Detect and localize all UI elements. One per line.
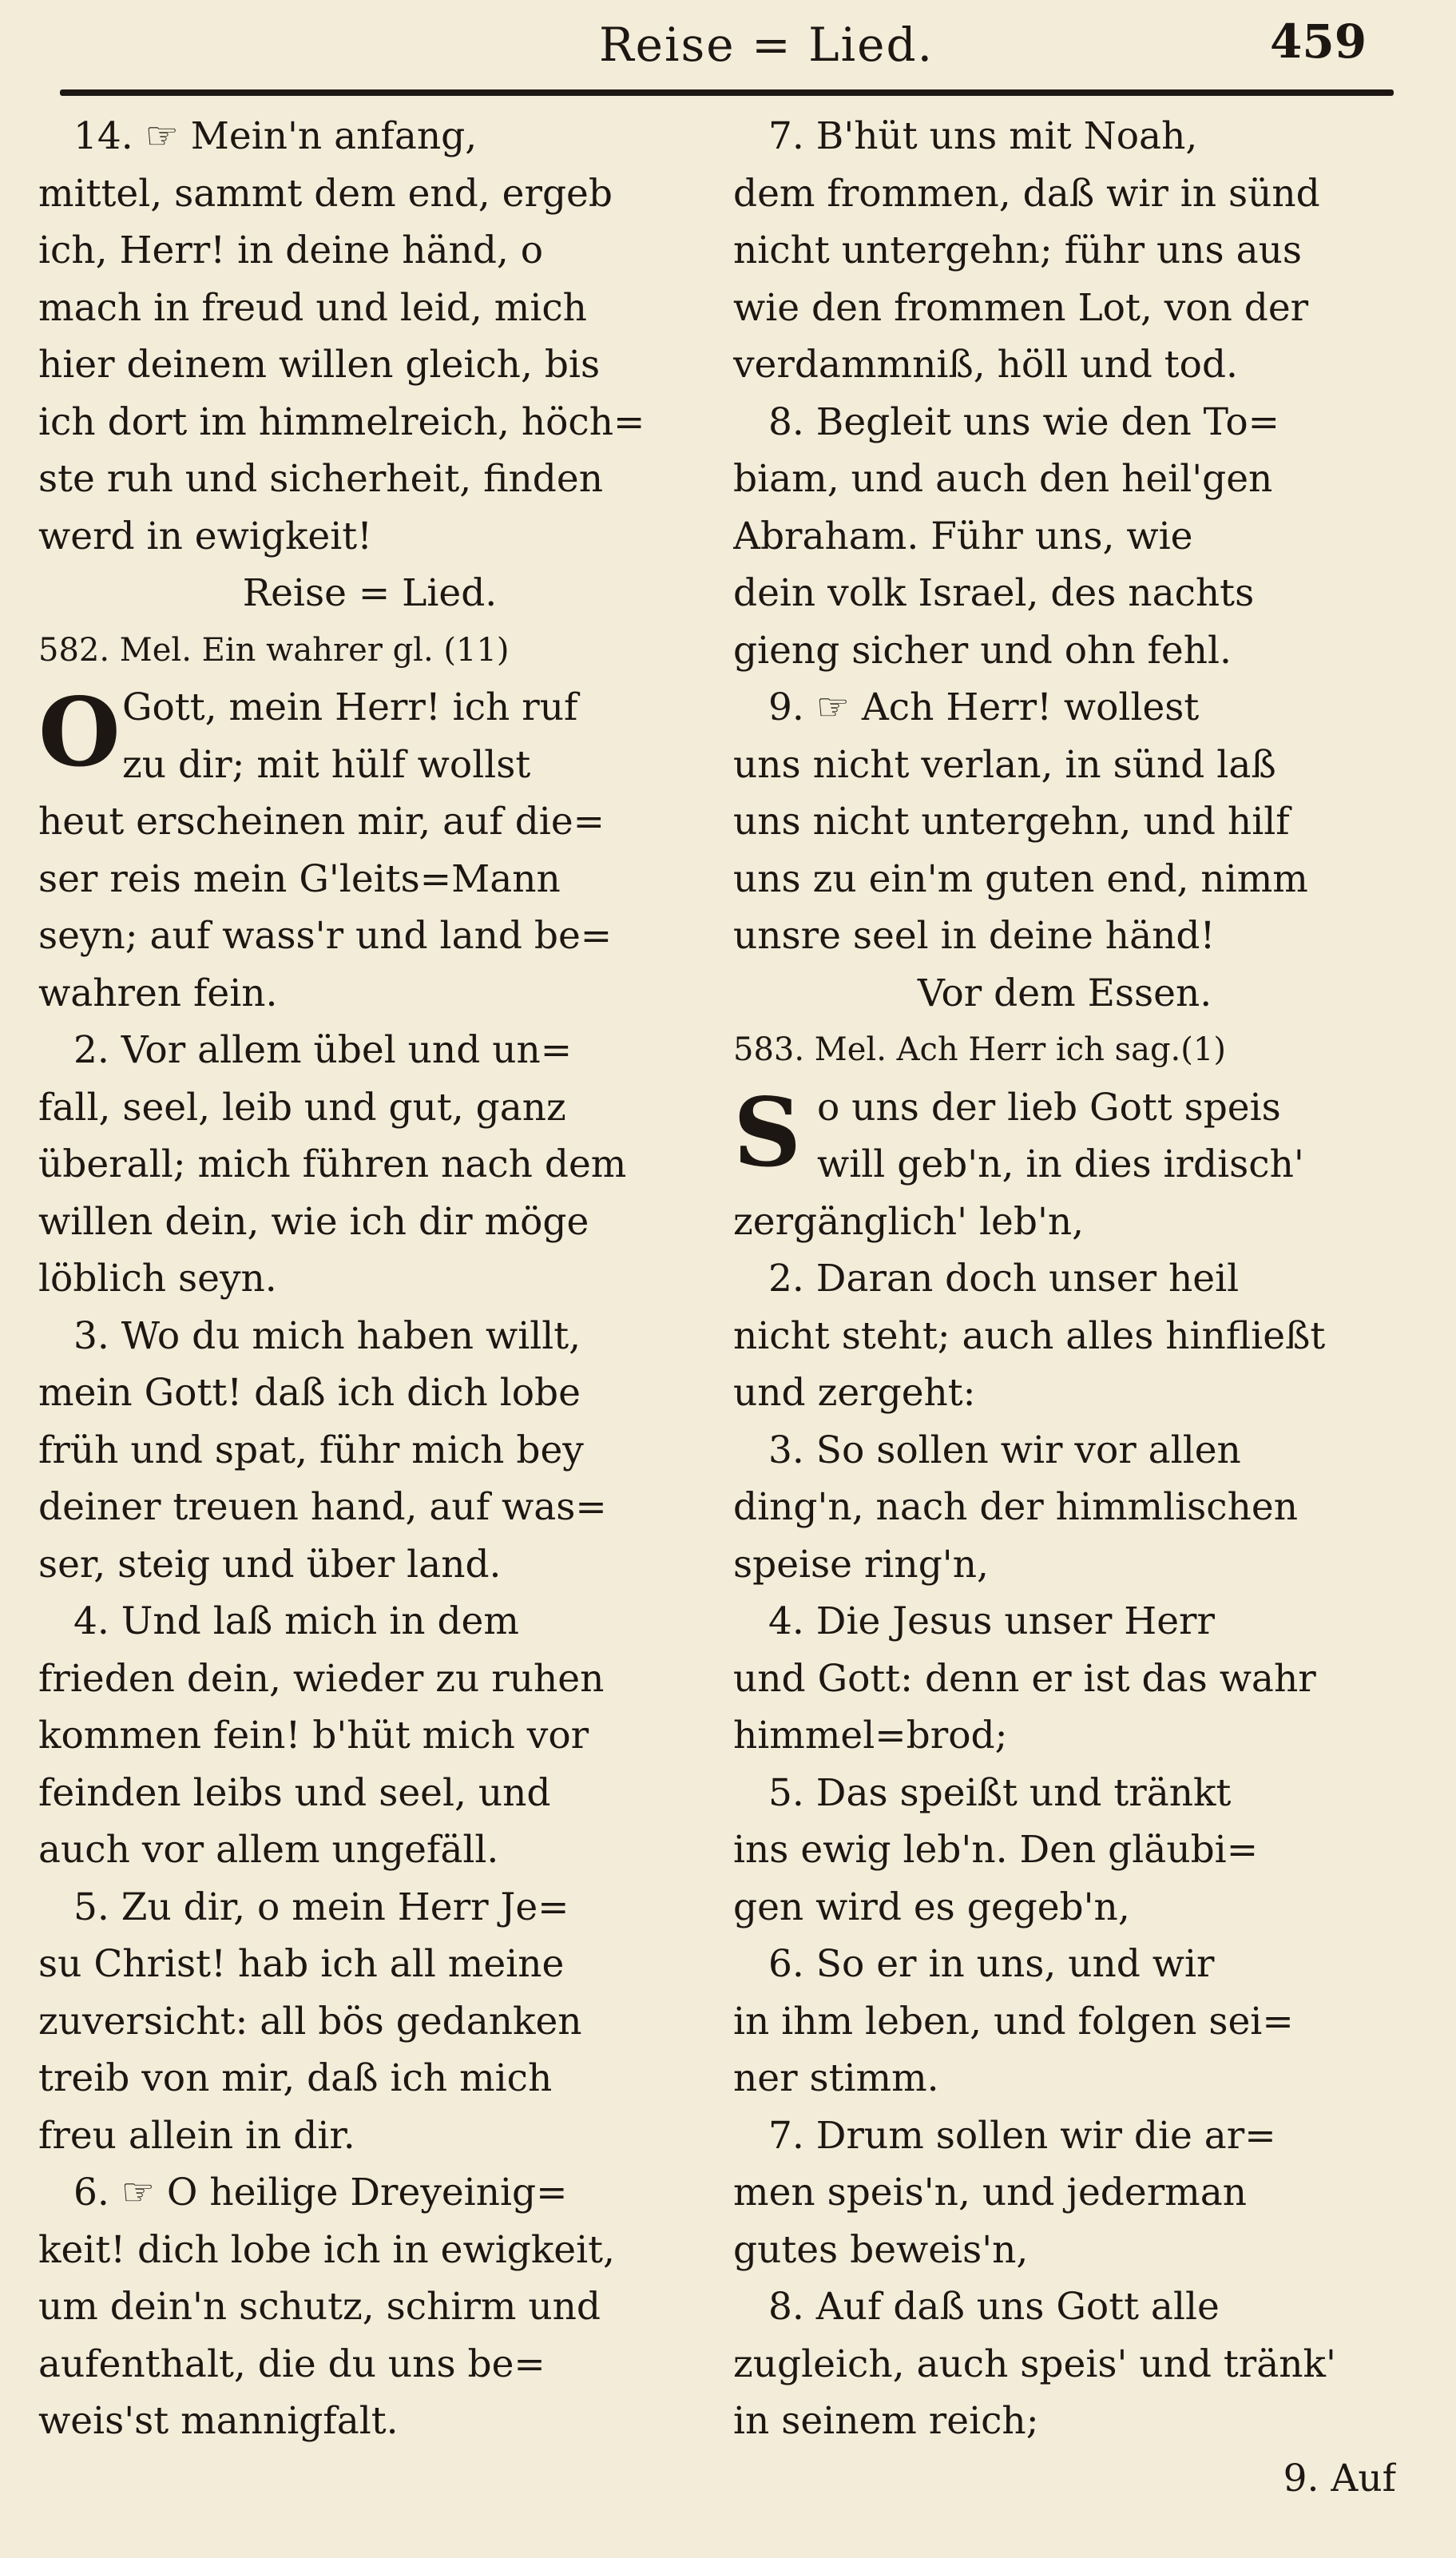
text-line bbox=[733, 2278, 1396, 2336]
drop-capital: O bbox=[38, 677, 121, 788]
text-line bbox=[38, 2336, 701, 2393]
text-line bbox=[38, 1707, 701, 1765]
text-line bbox=[733, 793, 1396, 851]
line-text: biam, und auch den heil'gen bbox=[733, 457, 1273, 501]
line-text: mein Gott! daß ich dich lobe bbox=[38, 1371, 581, 1415]
line-text: Abraham. Führ uns, wie bbox=[733, 514, 1193, 558]
text-line bbox=[38, 1993, 701, 2051]
text-line bbox=[733, 1422, 1396, 1480]
right-column bbox=[733, 108, 1396, 2507]
line-text: ste ruh und sicherheit, finden bbox=[38, 457, 603, 501]
line-text: su Christ! hab ich all meine bbox=[38, 1942, 565, 1986]
line-text: speise ring'n, bbox=[733, 1542, 989, 1587]
text-line bbox=[733, 1079, 1396, 1137]
text-line bbox=[38, 1593, 701, 1650]
line-text: wie den frommen Lot, von der bbox=[733, 285, 1309, 330]
line-text: 9. Auf bbox=[1283, 2456, 1396, 2500]
text-line bbox=[733, 2050, 1396, 2107]
text-line bbox=[733, 2393, 1396, 2450]
line-text: uns nicht untergehn, und hilf bbox=[733, 800, 1290, 844]
line-text: 8. Auf daß uns Gott alle bbox=[768, 2285, 1220, 2329]
text-line bbox=[733, 108, 1396, 165]
drop-capital: S bbox=[733, 1076, 802, 1188]
line-text: weis'st mannigfalt. bbox=[38, 2399, 399, 2443]
line-text: aufenthalt, die du uns be= bbox=[38, 2342, 546, 2386]
line-text: Reise = Lied. bbox=[242, 571, 498, 615]
line-text: 4. Die Jesus unser Herr bbox=[768, 1599, 1215, 1643]
line-text: 8. Begleit uns wie den To= bbox=[768, 399, 1280, 444]
line-text: willen dein, wie ich dir möge bbox=[38, 1199, 589, 1244]
text-line bbox=[38, 965, 701, 1023]
text-line bbox=[38, 908, 701, 965]
line-text: mittel, sammt dem end, ergeb bbox=[38, 171, 613, 216]
line-text: ner stimm. bbox=[733, 2056, 939, 2100]
line-text: 6. ☞ O heilige Dreyeinig= bbox=[73, 2171, 568, 2214]
page-number: 459 bbox=[1270, 14, 1367, 69]
text-line bbox=[38, 2393, 701, 2450]
line-text: gutes beweis'n, bbox=[733, 2227, 1029, 2272]
text-line bbox=[38, 394, 701, 451]
line-text: men speis'n, und jederman bbox=[733, 2171, 1248, 2214]
text-line bbox=[733, 1479, 1396, 1536]
text-line bbox=[733, 908, 1396, 965]
text-line bbox=[733, 1993, 1396, 2051]
text-line bbox=[38, 1308, 701, 1365]
line-text: und zergeht: bbox=[733, 1371, 976, 1415]
text-line bbox=[733, 2222, 1396, 2279]
line-text: 3. Wo du mich haben willt, bbox=[73, 1313, 581, 1358]
line-text: ins ewig leb'n. Den gläubi= bbox=[733, 1828, 1259, 1872]
text-line bbox=[38, 2222, 701, 2279]
text-line bbox=[733, 1250, 1396, 1308]
line-text: uns zu ein'm guten end, nimm bbox=[733, 856, 1308, 901]
line-text: 4. Und laß mich in dem bbox=[73, 1599, 519, 1643]
line-text: gen wird es gegeb'n, bbox=[733, 1885, 1130, 1929]
line-text: keit! dich lobe ich in ewigkeit, bbox=[38, 2227, 615, 2272]
line-text: ser, steig und über land. bbox=[38, 1542, 502, 1587]
text-line bbox=[38, 1765, 701, 1822]
line-text: seyn; auf wass'r und land be= bbox=[38, 914, 613, 958]
line-text: himmel=brod; bbox=[733, 1714, 1008, 1758]
line-text: unsre seel in deine händ! bbox=[733, 914, 1216, 958]
line-text: 5. Das speißt und tränkt bbox=[768, 1770, 1232, 1815]
line-text: in seinem reich; bbox=[733, 2399, 1039, 2443]
text-line bbox=[733, 1879, 1396, 1936]
line-text: auch vor allem ungefäll. bbox=[38, 1828, 499, 1872]
line-text: 7. B'hüt uns mit Noah, bbox=[768, 114, 1198, 158]
line-text: frieden dein, wieder zu ruhen bbox=[38, 1656, 605, 1701]
text-line bbox=[38, 1936, 701, 1993]
text-line bbox=[733, 1308, 1396, 1365]
text-line bbox=[733, 451, 1396, 508]
text-line bbox=[733, 2164, 1396, 2222]
line-text: Vor dem Essen. bbox=[917, 971, 1212, 1015]
text-line bbox=[733, 222, 1396, 280]
text-line bbox=[733, 851, 1396, 908]
left-column bbox=[38, 108, 701, 2450]
text-line bbox=[733, 1136, 1396, 1194]
text-line bbox=[38, 1821, 701, 1879]
text-line bbox=[38, 1364, 701, 1422]
text-line bbox=[38, 451, 701, 508]
text-line bbox=[38, 851, 701, 908]
line-text: 582. Mel. Ein wahrer gl. (11) bbox=[38, 631, 510, 669]
line-text: um dein'n schutz, schirm und bbox=[38, 2285, 601, 2329]
line-text: ich dort im himmelreich, höch= bbox=[38, 399, 645, 444]
text-line bbox=[38, 2050, 701, 2107]
text-line bbox=[733, 679, 1396, 737]
text-line bbox=[38, 737, 701, 794]
text-line bbox=[733, 394, 1396, 451]
text-line bbox=[733, 2336, 1396, 2393]
line-text: nicht untergehn; führ uns aus bbox=[733, 228, 1302, 272]
line-text: werd in ewigkeit! bbox=[38, 514, 373, 558]
text-line bbox=[733, 280, 1396, 337]
line-text: wahren fein. bbox=[38, 971, 278, 1015]
text-line bbox=[733, 336, 1396, 394]
text-line bbox=[38, 1022, 701, 1079]
line-text: zuversicht: all bös gedanken bbox=[38, 1999, 582, 2044]
text-line bbox=[733, 565, 1396, 622]
text-line bbox=[38, 508, 701, 566]
text-line bbox=[38, 679, 701, 737]
section-heading bbox=[38, 565, 701, 622]
line-text: heut erscheinen mir, auf die= bbox=[38, 800, 605, 844]
line-text: o uns der lieb Gott speis bbox=[817, 1085, 1281, 1130]
text-line bbox=[733, 508, 1396, 566]
line-text: dem frommen, daß wir in sünd bbox=[733, 171, 1320, 216]
text-line bbox=[733, 165, 1396, 223]
line-text: ser reis mein G'leits=Mann bbox=[38, 856, 561, 901]
catchword bbox=[733, 2450, 1396, 2508]
line-text: verdammniß, höll und tod. bbox=[733, 343, 1238, 387]
line-text: zugleich, auch speis' und tränk' bbox=[733, 2342, 1336, 2386]
text-line bbox=[733, 2107, 1396, 2165]
line-text: 5. Zu dir, o mein Herr Je= bbox=[73, 1885, 569, 1929]
text-line bbox=[733, 737, 1396, 794]
text-line bbox=[38, 280, 701, 337]
text-line bbox=[733, 1936, 1396, 1993]
running-title: Reise = Lied. bbox=[599, 18, 934, 72]
line-text: 14. ☞ Mein'n anfang, bbox=[73, 114, 478, 158]
text-line bbox=[38, 1250, 701, 1308]
line-text: nicht steht; auch alles hinfließt bbox=[733, 1313, 1326, 1358]
text-line bbox=[733, 1650, 1396, 1708]
section-heading bbox=[733, 965, 1396, 1023]
page-header bbox=[0, 0, 1456, 89]
hymn-melody-line bbox=[38, 622, 701, 680]
line-text: 3. So sollen wir vor allen bbox=[768, 1428, 1241, 1472]
line-text: Gott, mein Herr! ich ruf bbox=[122, 685, 578, 729]
line-text: überall; mich führen nach dem bbox=[38, 1142, 627, 1186]
line-text: 7. Drum sollen wir die ar= bbox=[768, 2113, 1276, 2158]
line-text: treib von mir, daß ich mich bbox=[38, 2056, 553, 2100]
line-text: 583. Mel. Ach Herr ich sag.(1) bbox=[733, 1031, 1226, 1068]
line-text: gieng sicher und ohn fehl. bbox=[733, 628, 1232, 673]
text-line bbox=[38, 793, 701, 851]
line-text: 2. Daran doch unser heil bbox=[768, 1257, 1240, 1301]
line-text: zergänglich' leb'n, bbox=[733, 1199, 1085, 1244]
text-line bbox=[733, 622, 1396, 680]
line-text: fall, seel, leib und gut, ganz bbox=[38, 1085, 566, 1130]
line-text: mach in freud und leid, mich bbox=[38, 285, 587, 330]
text-line bbox=[38, 1194, 701, 1251]
text-line bbox=[733, 1194, 1396, 1251]
text-line bbox=[38, 1136, 701, 1194]
text-line bbox=[733, 1821, 1396, 1879]
text-line bbox=[38, 2164, 701, 2222]
line-text: früh und spat, führ mich bey bbox=[38, 1428, 584, 1472]
text-line bbox=[733, 1593, 1396, 1650]
text-line bbox=[38, 1479, 701, 1536]
text-line bbox=[38, 336, 701, 394]
text-line bbox=[733, 1707, 1396, 1765]
text-line bbox=[38, 1422, 701, 1480]
line-text: in ihm leben, und folgen sei= bbox=[733, 1999, 1294, 2044]
text-line bbox=[38, 222, 701, 280]
line-text: zu dir; mit hülf wollst bbox=[122, 742, 531, 787]
header-rule bbox=[60, 89, 1394, 96]
text-line bbox=[38, 1650, 701, 1708]
text-line bbox=[38, 2278, 701, 2336]
text-line bbox=[38, 2107, 701, 2165]
text-line bbox=[38, 108, 701, 165]
text-line bbox=[38, 165, 701, 223]
line-text: deiner treuen hand, auf was= bbox=[38, 1485, 607, 1529]
line-text: löblich seyn. bbox=[38, 1257, 277, 1301]
line-text: 6. So er in uns, und wir bbox=[768, 1942, 1215, 1986]
line-text: feinden leibs und seel, und bbox=[38, 1770, 551, 1815]
text-line bbox=[733, 1536, 1396, 1594]
text-line bbox=[38, 1079, 701, 1137]
text-line bbox=[38, 1536, 701, 1594]
line-text: und Gott: denn er ist das wahr bbox=[733, 1656, 1316, 1701]
text-line bbox=[733, 1765, 1396, 1822]
line-text: ich, Herr! in deine händ, o bbox=[38, 228, 544, 272]
line-text: ding'n, nach der himmlischen bbox=[733, 1485, 1298, 1529]
text-line bbox=[733, 1364, 1396, 1422]
line-text: hier deinem willen gleich, bis bbox=[38, 343, 601, 387]
line-text: will geb'n, in dies irdisch' bbox=[817, 1142, 1304, 1186]
line-text: kommen fein! b'hüt mich vor bbox=[38, 1714, 589, 1758]
line-text: 2. Vor allem übel und un= bbox=[73, 1028, 573, 1072]
line-text: dein volk Israel, des nachts bbox=[733, 571, 1255, 615]
text-line bbox=[38, 1879, 701, 1936]
line-text: freu allein in dir. bbox=[38, 2113, 355, 2158]
hymn-melody-line bbox=[733, 1022, 1396, 1079]
line-text: uns nicht verlan, in sünd laß bbox=[733, 742, 1276, 787]
line-text: 9. ☞ Ach Herr! wollest bbox=[768, 685, 1200, 729]
